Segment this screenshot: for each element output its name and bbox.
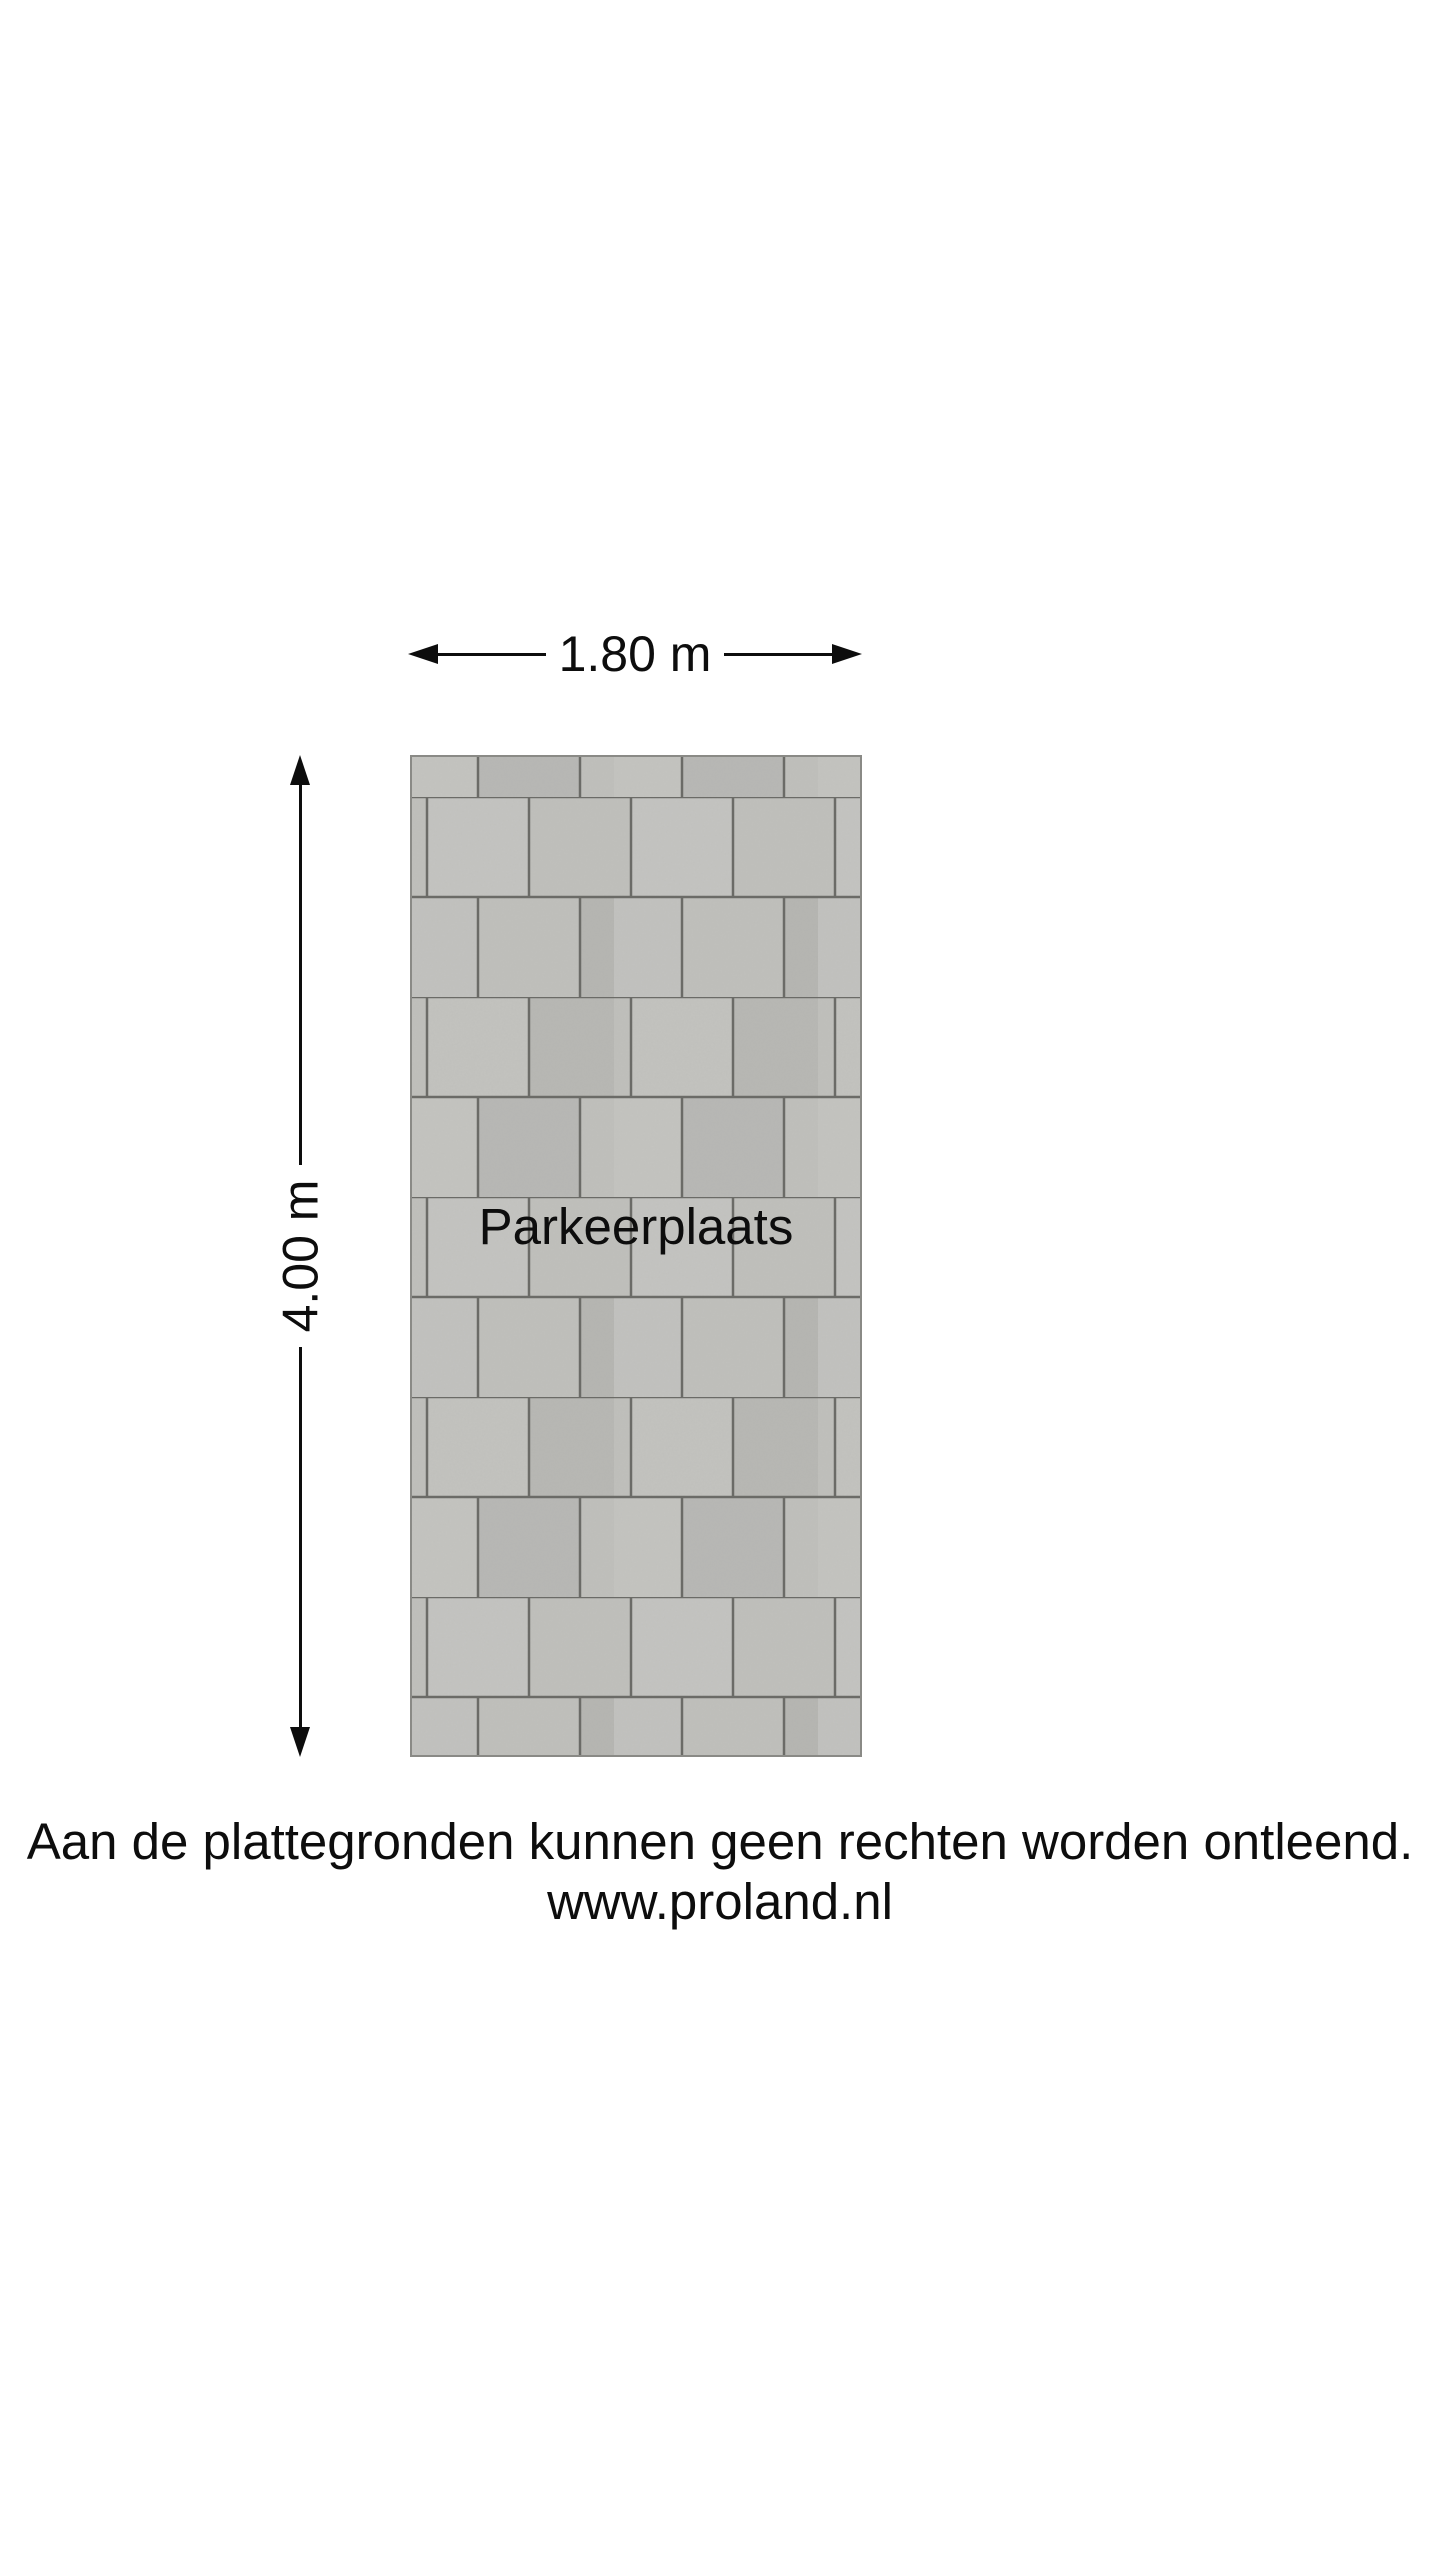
website-text: www.proland.nl — [547, 1873, 893, 1930]
arrowhead-down-icon — [290, 1727, 310, 1757]
width-dimension — [408, 626, 862, 682]
dimension-line — [299, 785, 302, 1165]
height-dimension-label: 4.00 m — [272, 1179, 329, 1333]
dimension-line — [724, 653, 832, 656]
arrowhead-left-icon — [408, 644, 438, 664]
footer — [0, 1812, 1440, 1932]
width-dimension-label: 1.80 m — [558, 626, 712, 682]
dimension-line — [299, 1347, 302, 1727]
disclaimer-text: Aan de plattegronden kunnen geen rechten worden ontleend. — [26, 1813, 1414, 1870]
height-dimension — [272, 755, 328, 1757]
room-label: Parkeerplaats — [478, 1198, 794, 1255]
arrowhead-right-icon — [832, 644, 862, 664]
dimension-line — [438, 653, 546, 656]
height-dimension-label-wrap — [224, 1165, 377, 1347]
arrowhead-up-icon — [290, 755, 310, 785]
